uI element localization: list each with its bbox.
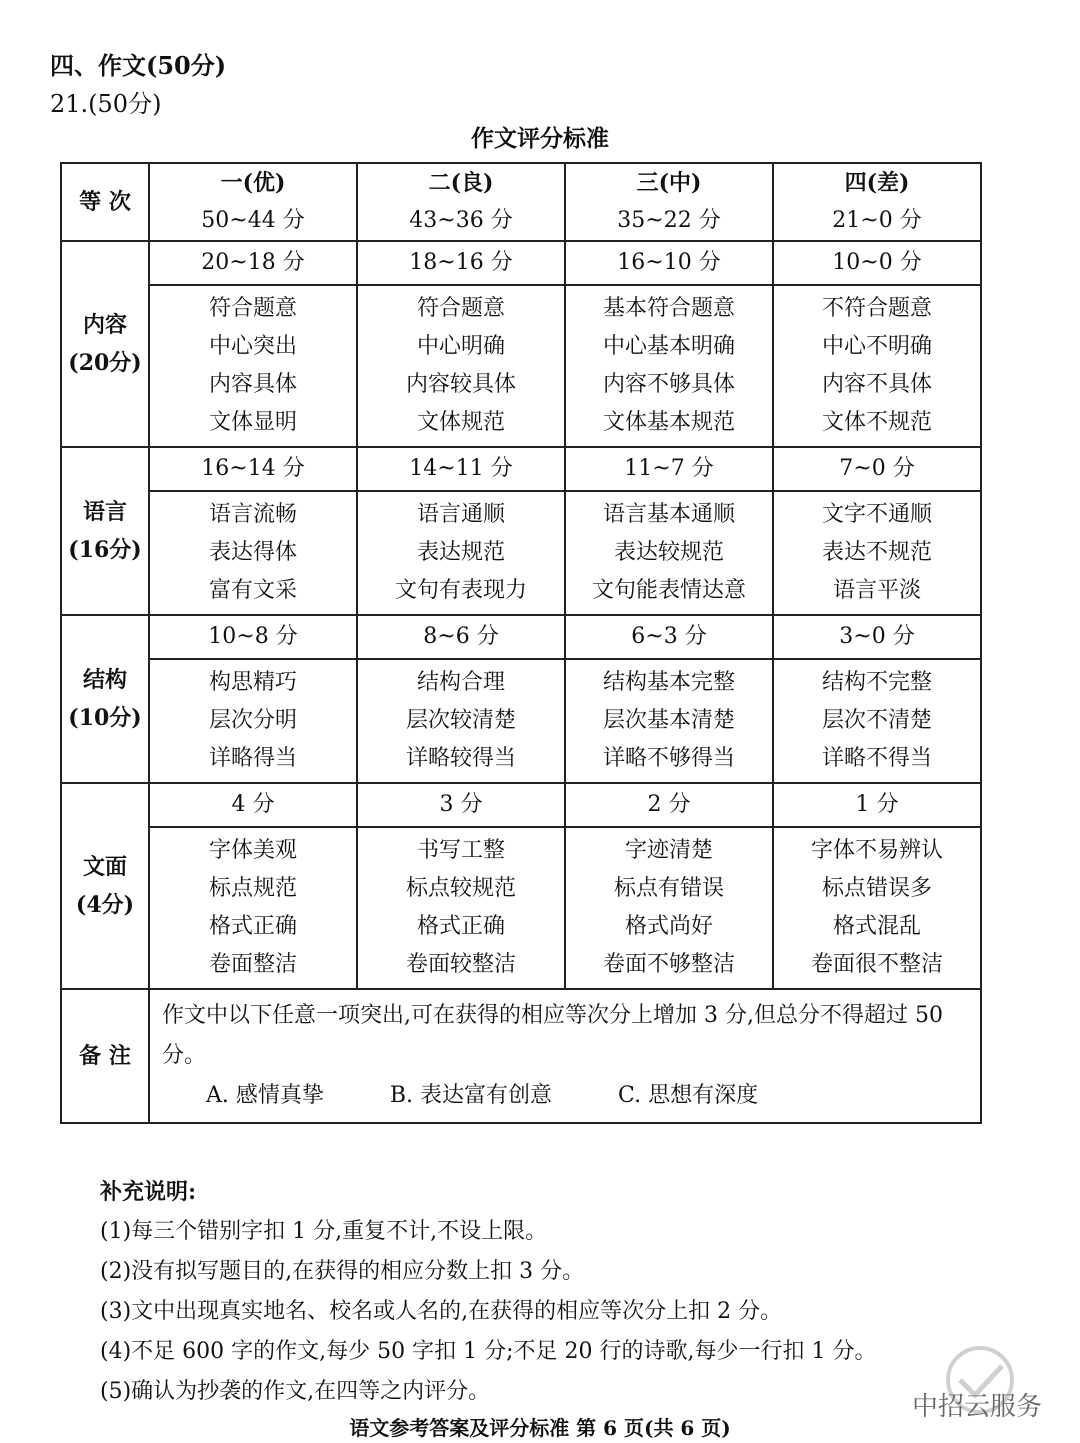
criterion-desc-cell [565, 491, 773, 615]
grade-level-4 [773, 163, 981, 241]
criterion-desc-line: 格式正确 [208, 914, 297, 939]
criterion-desc-cell [357, 827, 565, 989]
grade-level-name: 二(良) [428, 170, 494, 196]
score-range-cell: 2 分 [565, 783, 773, 827]
section-title: 四、作文(50分) [50, 51, 227, 80]
criterion-desc-line: 结构不完整 [821, 670, 932, 695]
criterion-label-cell [61, 241, 149, 447]
criterion-label: 内容 [82, 312, 127, 338]
criterion-desc-row [61, 285, 981, 447]
supplement [100, 1172, 876, 1412]
score-range-cell: 3~0 分 [773, 615, 981, 659]
criterion-desc-cell [149, 491, 357, 615]
criterion-desc-line: 中心基本明确 [602, 334, 735, 359]
grade-level-3 [565, 163, 773, 241]
score-range-cell: 10~8 分 [149, 615, 357, 659]
criterion-desc-line: 字体美观 [208, 838, 297, 863]
grade-level-range: 21~0 分 [832, 208, 922, 233]
criterion-desc-cell [565, 285, 773, 447]
supplement-item: (5)确认为抄袭的作文,在四等之内评分。 [100, 1379, 491, 1404]
grade-level-name: 一(优) [220, 170, 286, 196]
criterion-desc-line: 详略不得当 [821, 746, 932, 771]
score-range-cell: 8~6 分 [357, 615, 565, 659]
grade-level-range: 35~22 分 [617, 208, 721, 233]
grade-level-name: 三(中) [636, 170, 702, 196]
criterion-desc-line: 层次分明 [208, 708, 297, 733]
criterion-desc-line: 标点规范 [208, 876, 297, 901]
criterion-desc-cell [149, 659, 357, 783]
grade-header-label: 等 次 [61, 163, 149, 241]
criterion-desc-line: 内容较具体 [405, 372, 516, 397]
criterion-points: (16分) [68, 537, 142, 563]
score-range-cell: 14~11 分 [357, 447, 565, 491]
criterion-desc-cell [773, 285, 981, 447]
score-range-cell: 16~14 分 [149, 447, 357, 491]
criterion-points: (4分) [75, 892, 135, 918]
criterion-desc-cell [565, 659, 773, 783]
criterion-desc-line: 文体不规范 [821, 410, 932, 435]
criterion-desc-line: 语言通顺 [416, 502, 505, 527]
criterion-label: 文面 [82, 854, 127, 880]
criterion-label-cell [61, 783, 149, 989]
criterion-desc-line: 符合题意 [416, 296, 505, 321]
criterion-desc-line: 文字不通顺 [821, 502, 932, 527]
criterion-points: (20分) [68, 350, 142, 376]
note-label: 备 注 [61, 989, 149, 1123]
criterion-desc-cell [149, 285, 357, 447]
criterion-desc-line: 构思精巧 [208, 670, 297, 695]
criterion-score-row [61, 241, 981, 285]
criterion-desc-row [61, 827, 981, 989]
criterion-desc-line: 表达规范 [416, 540, 505, 565]
criterion-desc-line: 卷面不够整洁 [602, 952, 735, 977]
note-text: 作文中以下任意一项突出,可在获得的相应等次分上增加 3 分,但总分不得超过 50分。 [162, 1003, 943, 1068]
criterion-desc-line: 语言基本通顺 [602, 502, 735, 527]
criterion-desc-line: 标点较规范 [405, 876, 516, 901]
score-range-cell: 7~0 分 [773, 447, 981, 491]
grade-level-range: 43~36 分 [409, 208, 513, 233]
note-option: C. 思想有深度 [618, 1083, 759, 1108]
criterion-points: (10分) [68, 705, 142, 731]
criterion-desc-line: 层次基本清楚 [602, 708, 735, 733]
criterion-desc-line: 层次不清楚 [821, 708, 932, 733]
criterion-label-cell [61, 615, 149, 783]
score-range-cell: 6~3 分 [565, 615, 773, 659]
criterion-desc-line: 字迹清楚 [624, 838, 713, 863]
criterion-label: 结构 [82, 667, 127, 693]
criterion-desc-line: 不符合题意 [821, 296, 932, 321]
criterion-desc-line: 中心突出 [208, 334, 297, 359]
criterion-desc-line: 卷面整洁 [208, 952, 297, 977]
grade-level-1 [149, 163, 357, 241]
criterion-desc-line: 标点有错误 [613, 876, 724, 901]
page-footer: 语文参考答案及评分标准 第 6 页(共 6 页) [349, 1416, 731, 1440]
score-range-cell: 11~7 分 [565, 447, 773, 491]
criterion-desc-line: 格式混乱 [832, 914, 921, 939]
supplement-item: (2)没有拟写题目的,在获得的相应分数上扣 3 分。 [100, 1259, 585, 1284]
score-range-cell: 20~18 分 [149, 241, 357, 285]
criterion-desc-line: 内容具体 [208, 372, 297, 397]
note-cell [149, 989, 981, 1123]
grade-level-name: 四(差) [844, 170, 910, 196]
criterion-desc-row [61, 659, 981, 783]
criterion-desc-line: 卷面较整洁 [405, 952, 516, 977]
criterion-desc-line: 文体显明 [208, 410, 297, 435]
criterion-desc-line: 格式尚好 [624, 914, 713, 939]
criterion-desc-line: 表达较规范 [613, 540, 724, 565]
criterion-desc-line: 语言流畅 [208, 502, 297, 527]
score-range-cell: 18~16 分 [357, 241, 565, 285]
criterion-desc-line: 格式正确 [416, 914, 505, 939]
criterion-desc-line: 内容不够具体 [602, 372, 735, 397]
question-number: 21.(50分) [50, 90, 162, 118]
supplement-title: 补充说明: [100, 1179, 197, 1205]
criterion-desc-line: 详略较得当 [405, 746, 516, 771]
criterion-desc-line: 卷面很不整洁 [810, 952, 943, 977]
criterion-desc-line: 表达不规范 [821, 540, 932, 565]
criterion-desc-cell [773, 827, 981, 989]
criterion-desc-line: 符合题意 [208, 296, 297, 321]
score-range-cell: 16~10 分 [565, 241, 773, 285]
note-options [162, 1076, 968, 1116]
criterion-desc-line: 基本符合题意 [602, 296, 735, 321]
criterion-desc-line: 文句有表现力 [394, 578, 527, 603]
criterion-label-cell [61, 447, 149, 615]
supplement-item: (3)文中出现真实地名、校名或人名的,在获得的相应等次分上扣 2 分。 [100, 1299, 783, 1324]
supplement-item: (4)不足 600 字的作文,每少 50 字扣 1 分;不足 20 行的诗歌,每少一行扣 1 分。 [100, 1339, 877, 1364]
criterion-desc-line: 详略不够得当 [602, 746, 735, 771]
score-range-cell: 4 分 [149, 783, 357, 827]
criterion-desc-line: 表达得体 [208, 540, 297, 565]
criterion-desc-cell [773, 491, 981, 615]
criterion-desc-line: 内容不具体 [821, 372, 932, 397]
grade-level-2 [357, 163, 565, 241]
note-row [61, 989, 981, 1123]
criterion-desc-cell [565, 827, 773, 989]
grading-table [60, 162, 982, 1124]
criterion-desc-cell [357, 285, 565, 447]
criterion-desc-line: 文体规范 [416, 410, 505, 435]
criterion-score-row [61, 615, 981, 659]
criterion-desc-line: 结构合理 [416, 670, 505, 695]
criterion-desc-line: 文体基本规范 [602, 410, 735, 435]
score-range-cell: 10~0 分 [773, 241, 981, 285]
supplement-item: (1)每三个错别字扣 1 分,重复不计,不设上限。 [100, 1219, 548, 1244]
criterion-desc-line: 标点错误多 [821, 876, 932, 901]
watermark-text: 中招云服务 [911, 1392, 1042, 1422]
criterion-desc-cell [357, 491, 565, 615]
score-range-cell: 3 分 [357, 783, 565, 827]
table-title: 作文评分标准 [471, 125, 609, 152]
criterion-desc-line: 文句能表情达意 [591, 578, 746, 603]
criterion-label: 语言 [82, 499, 127, 525]
criterion-desc-cell [773, 659, 981, 783]
criterion-desc-line: 中心明确 [416, 334, 505, 359]
note-option: B. 表达富有创意 [389, 1083, 553, 1108]
criterion-desc-row [61, 491, 981, 615]
criterion-desc-cell [149, 827, 357, 989]
criterion-desc-line: 书写工整 [416, 838, 505, 863]
grade-level-range: 50~44 分 [201, 208, 305, 233]
score-range-cell: 1 分 [773, 783, 981, 827]
criterion-desc-line: 字体不易辨认 [810, 838, 943, 863]
criterion-score-row [61, 447, 981, 491]
note-option: A. 感情真挚 [206, 1083, 324, 1108]
criterion-score-row [61, 783, 981, 827]
grade-header-row [61, 163, 981, 241]
criterion-desc-line: 中心不明确 [821, 334, 932, 359]
criterion-desc-line: 语言平淡 [832, 578, 921, 603]
criterion-desc-line: 结构基本完整 [602, 670, 735, 695]
criterion-desc-line: 层次较清楚 [405, 708, 516, 733]
criterion-desc-line: 详略得当 [208, 746, 297, 771]
criterion-desc-cell [357, 659, 565, 783]
criterion-desc-line: 富有文采 [208, 578, 297, 603]
